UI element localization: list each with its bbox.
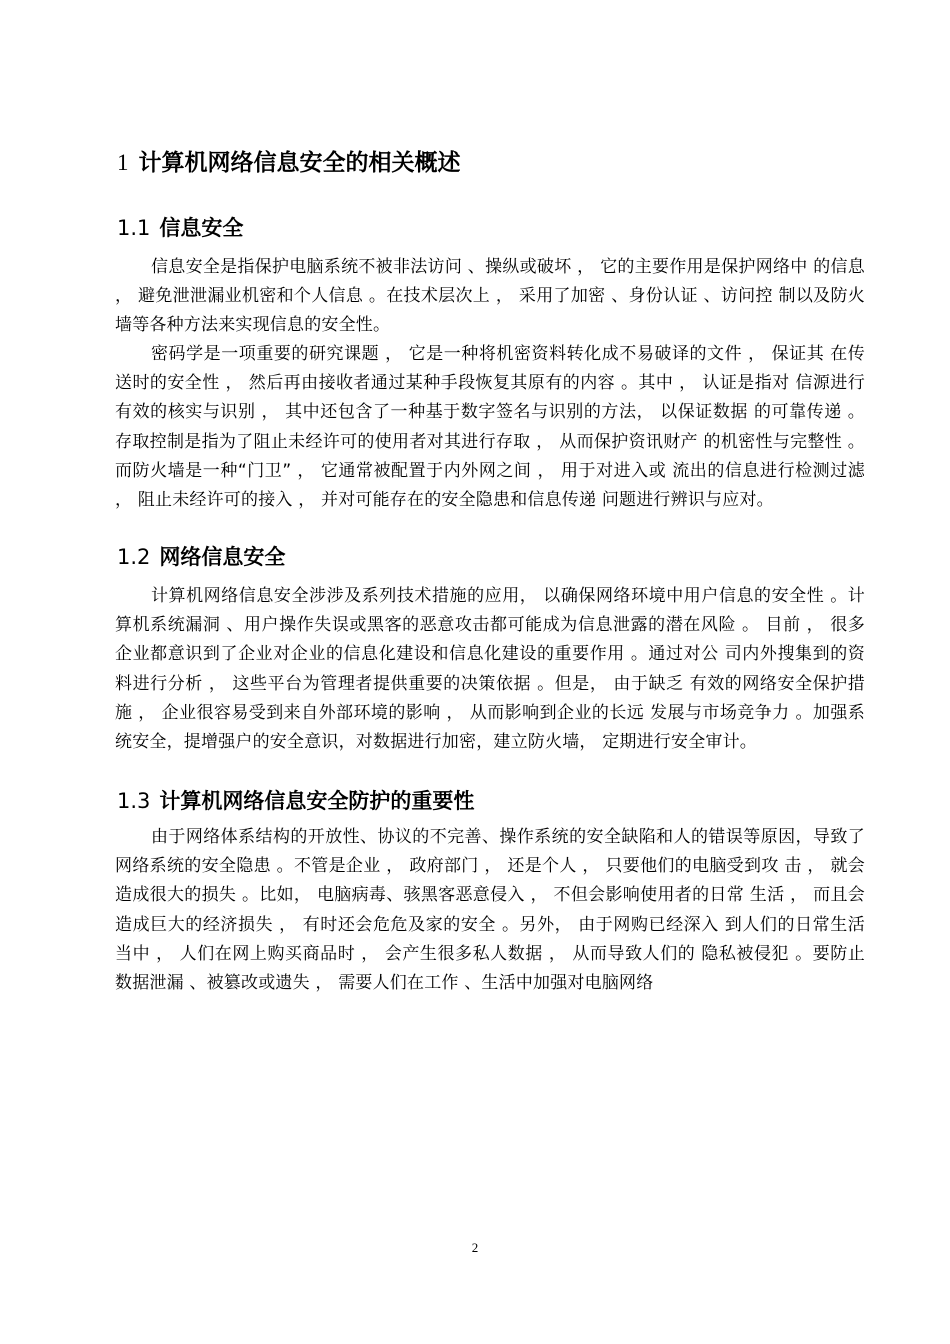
section-title: 信息安全 (159, 216, 244, 240)
paragraph: 信息安全是指保护电脑系统不被非法访问 、操纵或破坏 ， 它的主要作用是保护网络中 的信息 ， 避免泄泄漏业机密和个人信息 。在技术层次上 ， 采用了加密 、身份认证 、访问控 制以及防火墙等各种方法来实现信息的安全性。 (115, 257, 865, 336)
section-number: 1.1 (117, 216, 151, 240)
chapter-heading (117, 146, 461, 180)
section-number: 1.2 (117, 545, 151, 569)
section-heading-1-3 (117, 786, 474, 816)
section-heading-1-1 (117, 213, 243, 243)
chapter-number: 1 (117, 150, 129, 175)
page-number: 2 (471, 1240, 479, 1255)
section-number: 1.3 (117, 789, 151, 813)
section-title: 网络信息安全 (159, 545, 286, 569)
paragraph: 密码学是一项重要的研究课题 ， 它是一种将机密资料转化成不易破译的文件 ， 保证其 在传送时的安全性 ， 然后再由接收者通过某种手段恢复其原有的内容 。其中 ， 认证是指对 信源进行有效的核实与识别 ， 其中还包含了一种基于数字签名与识别的方法， 以保证数据 的可靠传递 。存取控制是指为了阻止未经许可的使用者对其进行存取 ， 从而保护资讯财产 的机密性与完整性 。而防火墙是一种“门卫” ， 它通常被配置于内外网之间 ， 用于对进入或 流出的信息进行检测过滤 ， 阻止未经许可的接入 ， 并对可能存在的安全隐患和信息传递 问题进行辨识与应对。 (115, 344, 865, 511)
paragraph: 由于网络体系结构的开放性、协议的不完善、操作系统的安全缺陷和人的错误等原因，导致了网络系统的安全隐患 。不管是企业 ， 政府部门 ， 还是个人 ， 只要他们的电脑受到攻 击 ， 就会造成很大的损失 。比如， 电脑病毒、骇黑客恶意侵入 ， 不但会影响使用者的日常 生活 ， 而且会造成巨大的经济损失 ， 有时还会危危及家的安全 。另外， 由于网购已经深入 到人们的日常生活当中 ， 人们在网上购买商品时 ， 会产生很多私人数据 ， 从而导致人们的 隐私被侵犯 。要防止数据泄漏 、被篡改或遗失 ， 需要人们在工作 、生活中加强对电脑网络 (115, 827, 865, 994)
chapter-title: 计算机网络信息安全的相关概述 (138, 150, 461, 176)
paragraph: 计算机网络信息安全涉涉及系列技术措施的应用， 以确保网络环境中用户信息的安全性 。计算机系统漏洞 、用户操作失误或黑客的恶意攻击都可能成为信息泄露的潜在风险 。 目前 ， 很多企业都意识到了企业对企业的信息化建设和信息化建设的重要作用 。通过对公 司内外搜集到的资料进行分析 ， 这些平台为管理者提供重要的决策依据 。但是， 由于缺乏 有效的网络安全保护措施 ， 企业很容易受到来自外部环境的影响 ， 从而影响到企业的长远 发展与市场竞争力 。加强系统安全，提增强户的安全意识，对数据进行加密，建立防火墙， 定期进行安全审计。 (115, 586, 865, 753)
section-heading-1-2 (117, 542, 285, 572)
section-title: 计算机网络信息安全防护的重要性 (159, 789, 475, 813)
